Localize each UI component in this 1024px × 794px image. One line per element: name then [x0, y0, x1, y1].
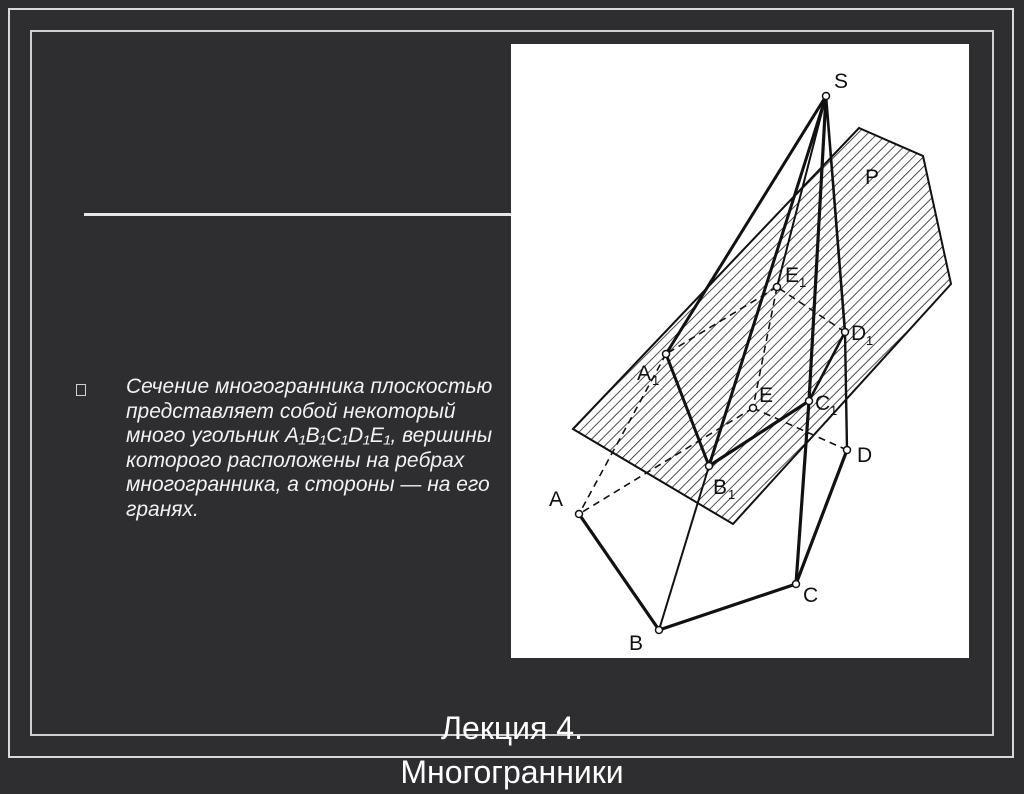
label-b1: B: [713, 476, 728, 499]
label-e1: E: [785, 264, 800, 287]
label-b1-sub: 1: [728, 487, 736, 502]
label-a1-sub: 1: [652, 373, 660, 388]
label-a: A: [549, 488, 564, 511]
footer-topic: Многогранники: [400, 754, 624, 790]
label-e1-sub: 1: [799, 275, 807, 290]
label-s: S: [834, 70, 849, 93]
bullet-text: Сечение многогранника плоскостью представляет собой некоторый много угольник A₁B₁C₁D₁E₁, вершины которого расположены на ребрах многогранника, а стороны — на его гранях.: [126, 375, 493, 521]
square-bullet-icon: [76, 384, 86, 396]
label-e: E: [759, 384, 774, 407]
title-divider: [84, 213, 514, 216]
plane-p: [573, 128, 951, 524]
polyhedron-section-figure: [511, 44, 969, 658]
label-d1-sub: 1: [866, 333, 874, 348]
label-d: D: [857, 444, 873, 467]
label-c: C: [803, 584, 819, 607]
label-c1: C: [815, 392, 831, 415]
figure-drawing: [511, 44, 969, 658]
slide-footer: [0, 706, 1024, 794]
label-d1: D: [851, 322, 867, 345]
label-c1-sub: 1: [830, 403, 838, 418]
label-a1: A: [637, 362, 652, 385]
label-p: P: [865, 166, 880, 189]
label-b: B: [629, 632, 644, 655]
footer-lecture: Лекция 4.: [441, 710, 583, 746]
